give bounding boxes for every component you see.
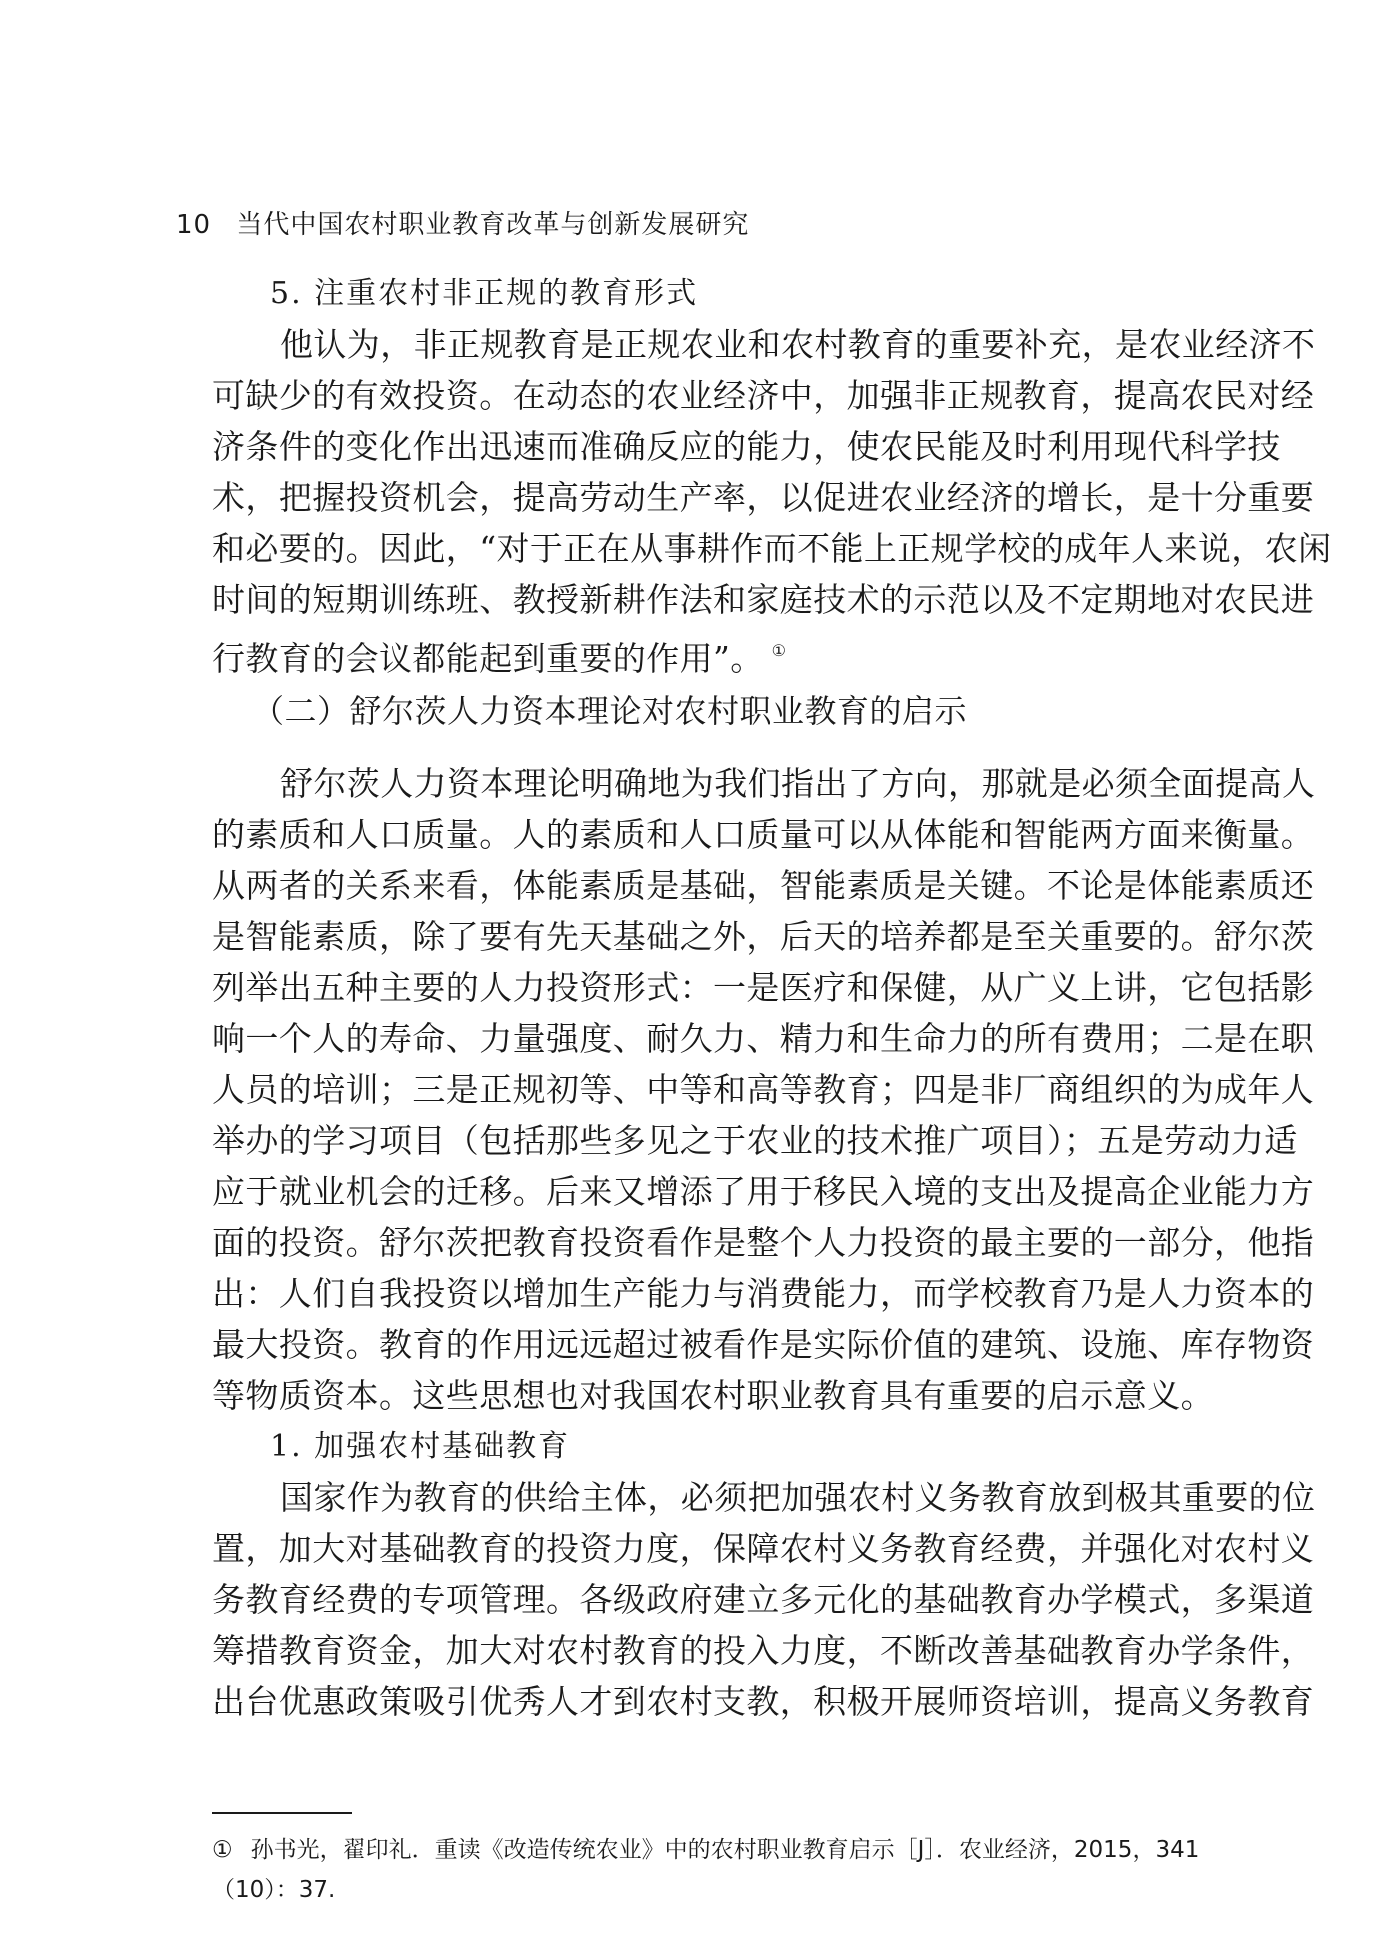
paragraph-line: 舒尔茨人力资本理论明确地为我们指出了方向，那就是必须全面提高人: [280, 764, 1316, 803]
footnote-reference: ①: [771, 641, 787, 660]
paragraph-line-last: [212, 625, 1172, 676]
book-title: 当代中国农村职业教育改革与创新发展研究: [236, 210, 750, 240]
footnote-mark: ①: [212, 1837, 233, 1863]
page-number: 10: [176, 210, 212, 240]
paragraph-line: 筹措教育资金，加大对农村教育的投入力度，不断改善基础教育办学条件，: [212, 1631, 1315, 1670]
footnote-divider: [212, 1812, 352, 1814]
paragraph-line: 济条件的变化作出迅速而准确反应的能力，使农民能及时利用现代科学技: [212, 427, 1281, 466]
paragraph-line: 务教育经费的专项管理。各级政府建立多元化的基础教育办学模式，多渠道: [212, 1580, 1315, 1619]
paragraph-line: 置，加大对基础教育的投资力度，保障农村义务教育经费，并强化对农村义: [212, 1529, 1315, 1568]
paragraph-line: 面的投资。舒尔茨把教育投资看作是整个人力投资的最主要的一部分，他指: [212, 1223, 1315, 1262]
paragraph-line: 的素质和人口质量。人的素质和人口质量可以从体能和智能两方面来衡量。: [212, 815, 1315, 854]
subsection-heading-5: 5. 注重农村非正规的教育形式: [270, 276, 699, 311]
paragraph-line: 时间的短期训练班、教授新耕作法和家庭技术的示范以及不定期地对农民进: [212, 580, 1315, 619]
paragraph-line: 国家作为教育的供给主体，必须把加强农村义务教育放到极其重要的位: [280, 1478, 1316, 1517]
running-header: [176, 204, 749, 241]
body-text: [212, 268, 1332, 1727]
paragraph-line: 从两者的关系来看，体能素质是基础，智能素质是关键。不论是体能素质还: [212, 866, 1315, 905]
subsection-heading-1: 1. 加强农村基础教育: [270, 1429, 571, 1464]
paragraph-line: 应于就业机会的迁移。后来又增添了用于移民入境的支出及提高企业能力方: [212, 1172, 1315, 1211]
paragraph-line: 可缺少的有效投资。在动态的农业经济中，加强非正规教育，提高农民对经: [212, 376, 1315, 415]
paragraph-line: 是智能素质，除了要有先天基础之外，后天的培养都是至关重要的。舒尔茨: [212, 917, 1315, 956]
paragraph-line-last: 等物质资本。这些思想也对我国农村职业教育具有重要的启示意义。: [212, 1376, 1214, 1415]
footnote: [212, 1830, 1200, 1910]
paragraph-line: 出：人们自我投资以增加生产能力与消费能力，而学校教育乃是人力资本的: [212, 1274, 1315, 1313]
section-heading: （二）舒尔茨人力资本理论对农村职业教育的启示: [252, 692, 968, 730]
paragraph-line: 他认为，非正规教育是正规农业和农村教育的重要补充，是农业经济不: [280, 325, 1316, 364]
paragraph-line: 出台优惠政策吸引优秀人才到农村支教，积极开展师资培训，提高义务教育: [212, 1682, 1315, 1721]
paragraph-line: 术，把握投资机会，提高劳动生产率，以促进农业经济的增长，是十分重要: [212, 478, 1315, 517]
footnote-line-1: [212, 1830, 1200, 1870]
paragraph-line: 举办的学习项目（包括那些多见之于农业的技术推广项目）；五是劳动力适: [212, 1121, 1298, 1160]
paragraph-line: 和必要的。因此，“对于正在从事耕作而不能上正规学校的成年人来说，农闲: [212, 529, 1332, 568]
paragraph-text: 行教育的会议都能起到重要的作用”。: [212, 639, 764, 678]
paragraph-line: 响一个人的寿命、力量强度、耐久力、精力和生命力的所有费用；二是在职: [212, 1019, 1315, 1058]
paragraph-line: 最大投资。教育的作用远远超过被看作是实际价值的建筑、设施、库存物资: [212, 1325, 1315, 1364]
footnote-text: 孙书光，翟印礼．重读《改造传统农业》中的农村职业教育启示［J］．农业经济，2015，341: [250, 1837, 1200, 1863]
footnote-line-2: （10）：37.: [212, 1877, 336, 1903]
paragraph-line: 人员的培训；三是正规初等、中等和高等教育；四是非厂商组织的为成年人: [212, 1070, 1315, 1109]
paragraph-line: 列举出五种主要的人力投资形式：一是医疗和保健，从广义上讲，它包括影: [212, 968, 1315, 1007]
